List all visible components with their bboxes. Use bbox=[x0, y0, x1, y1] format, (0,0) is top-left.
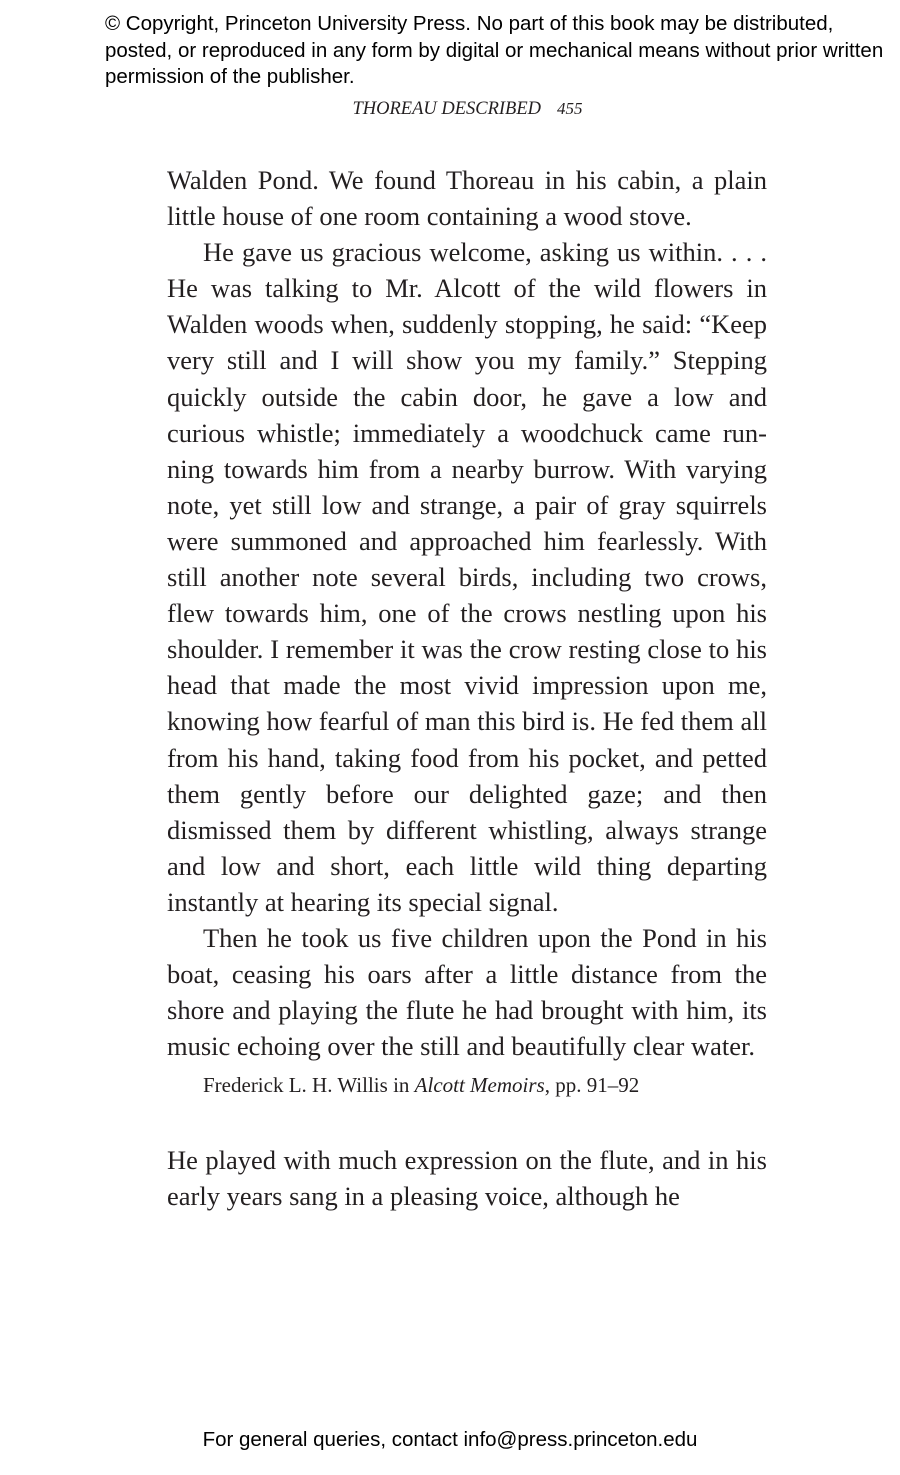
paragraph: Walden Pond. We found Thoreau in his cabin, a plain little house of one room containing a wood stove. bbox=[167, 165, 767, 232]
citation-pages: , pp. 91–92 bbox=[544, 1073, 640, 1098]
paragraph: He played with much expression on the flute, and in his early years sang in a pleasing voice, although he bbox=[167, 1145, 767, 1212]
body-text bbox=[167, 162, 767, 1215]
footer-contact: For general queries, contact info@press.princeton.edu bbox=[202, 1428, 698, 1451]
paragraph: Then he took us five children upon the Pond in his boat, ceasing his oars after a little distance from the shore and playing the flute he had brought with him, its music echoing over the still and beautifully clear water. bbox=[167, 922, 767, 1062]
citation bbox=[167, 1070, 767, 1100]
running-head bbox=[0, 99, 900, 120]
citation-author: Frederick L. H. Willis in bbox=[203, 1073, 415, 1098]
copyright-notice: © Copyright, Princeton University Press. No part of this book may be distributed, posted, or reproduced in any form by digital or mechanical means without prior written permission of the publisher. bbox=[105, 12, 884, 88]
citation-work: Alcott Memoirs bbox=[414, 1073, 545, 1098]
page-number: 455 bbox=[557, 99, 583, 118]
paragraph: He gave us gracious welcome, asking us within. . . . He was talking to Mr. Alcott of the wild flowers in Walden woods when, suddenly stopping, he said: “Keep very still and I will show you my family.” Stepping quickly outside the cabin door, he gave a low and curious whistle; immediately a woodchuck came running towards him from a nearby burrow. With varying note, yet still low and strange, a pair of gray squirrels were summoned and approached him fearlessly. With still another note several birds, including two crows, flew towards him, one of the crows nestling upon his shoulder. I remember it was the crow resting close to his head that made the most vivid impression upon me, knowing how fearful of man this bird is. He fed them all from his hand, taking food from his pocket, and petted them gently before our delighted gaze; and then dismissed them by different whistling, always strange and low and short, each little wild thing departing instantly at hearing its special signal. bbox=[167, 237, 767, 917]
running-head-title: THOREAU DESCRIBED bbox=[352, 99, 542, 119]
